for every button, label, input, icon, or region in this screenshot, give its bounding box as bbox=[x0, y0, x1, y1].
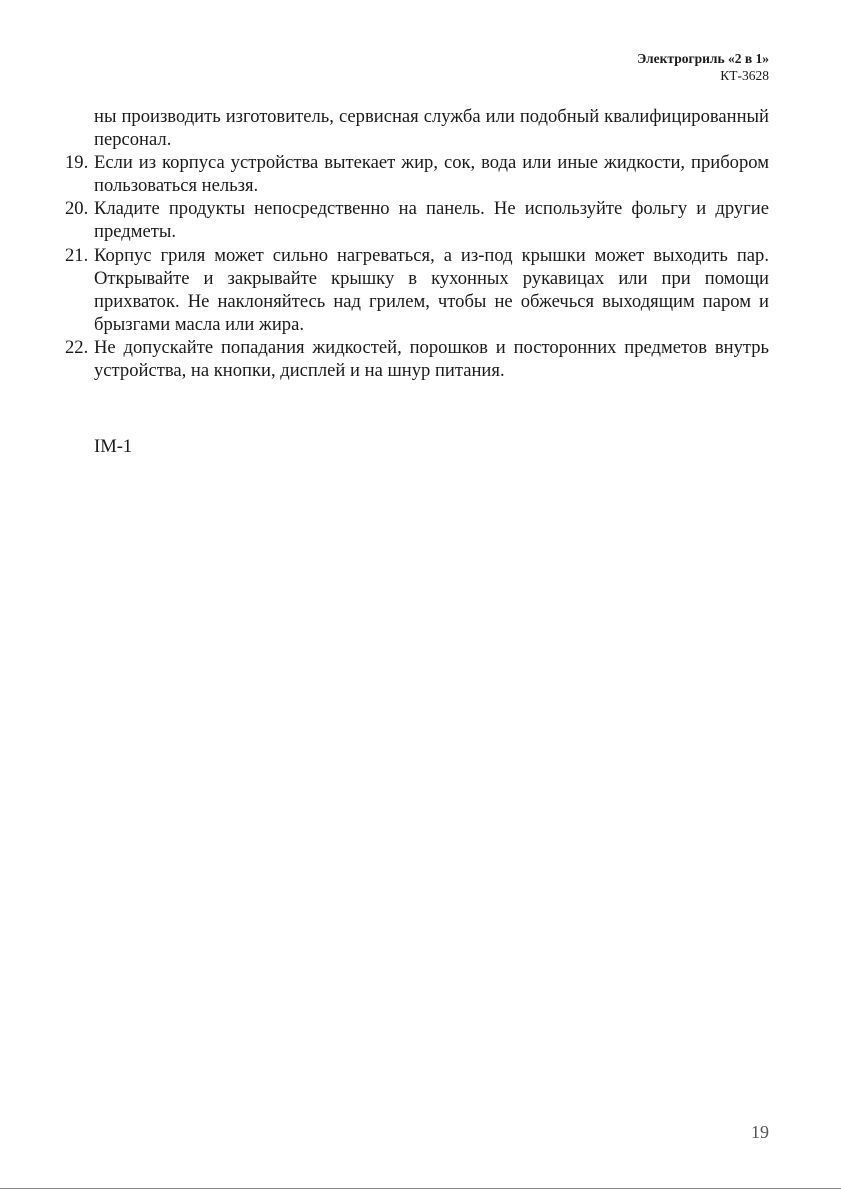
model-number: КТ-3628 bbox=[720, 68, 769, 83]
product-title: Электрогриль «2 в 1» bbox=[637, 51, 769, 66]
item-number: 20. bbox=[65, 198, 89, 220]
page-number: 19 bbox=[751, 1122, 769, 1142]
continuation-paragraph bbox=[65, 105, 769, 151]
item-text: Кладите продукты непосредственно на панель. Не используйте фольгу и другие предметы. bbox=[94, 198, 769, 243]
document-code: IM-1 bbox=[94, 436, 133, 457]
item-text: Корпус гриля может сильно нагреваться, а из-под крышки может выходить пар. Открывайте и закрывайте крышку в кухонных рукавицах или при помощи прихваток. Не наклоняйтесь над грилем, чтобы не обжечься выходящим паром и брызгами масла или жира. bbox=[94, 244, 769, 335]
instruction-list bbox=[65, 105, 769, 382]
continuation-text: ны производить изготовитель, сервисная служба или подобный квалифицированный персонал. bbox=[94, 106, 769, 151]
item-number: 22. bbox=[65, 336, 89, 358]
bottom-divider bbox=[0, 1188, 841, 1189]
item-number: 21. bbox=[65, 244, 89, 266]
list-item bbox=[65, 197, 769, 243]
list-item bbox=[65, 151, 769, 197]
list-item bbox=[65, 336, 769, 382]
list-item bbox=[65, 244, 769, 336]
page-header bbox=[637, 50, 769, 84]
item-text: Если из корпуса устройства вытекает жир, сок, вода или иные жидкости, прибором пользоваться нельзя. bbox=[94, 152, 769, 197]
item-text: Не допускайте попадания жидкостей, порошков и посторонних предметов внутрь устройства, на кнопки, дисплей и на шнур питания. bbox=[94, 336, 769, 382]
item-number: 19. bbox=[65, 152, 89, 174]
